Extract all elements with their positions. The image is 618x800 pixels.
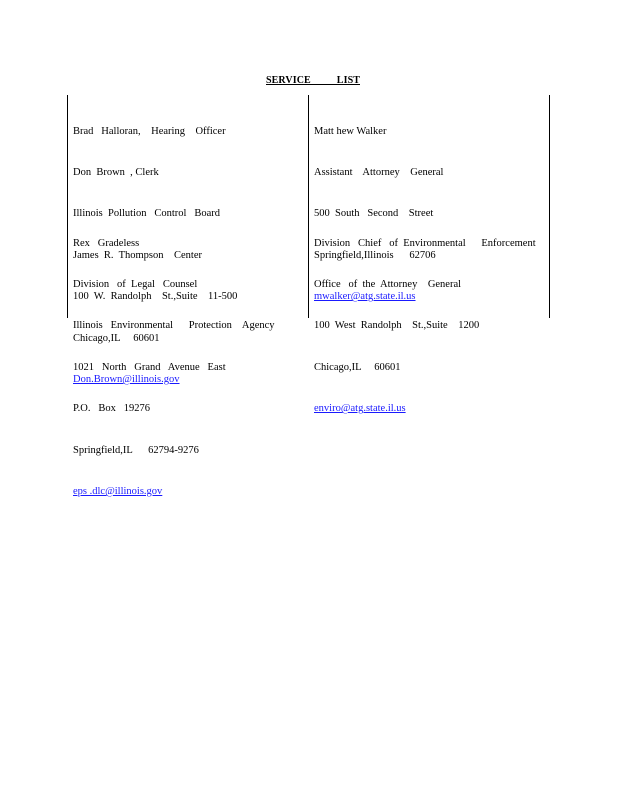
entry-line: Division of Legal Counsel	[73, 278, 198, 290]
service-list-table	[67, 95, 550, 497]
entry-line: Assistant Attorney General	[314, 166, 444, 178]
email-link[interactable]: eps .dlc@illinois.gov	[73, 485, 163, 497]
entry-line: James R. Thompson Center	[73, 249, 203, 261]
entry-line: Chicago,IL 60601	[73, 332, 160, 344]
entry-line: Division Chief of Environmental Enforcement	[314, 237, 536, 249]
service-entry-legal-counsel	[73, 209, 275, 526]
entry-line: 1021 North Grand Avenue East	[73, 361, 226, 373]
entry-line: Matt hew Walker	[314, 125, 387, 137]
page-title: SERVICE LIST	[266, 75, 360, 86]
entry-line: P.O. Box 19276	[73, 403, 151, 415]
entry-line: 500 South Second Street	[314, 208, 434, 220]
table-left-border	[67, 95, 68, 318]
table-middle-border	[308, 95, 309, 318]
service-entry-environmental-enforcement	[314, 209, 536, 444]
entry-line: Springfield,Illinois 62706	[314, 249, 436, 261]
table-right-border	[549, 95, 550, 318]
entry-line: Springfield,IL 62794-9276	[73, 444, 199, 456]
email-link[interactable]: enviro@atg.state.il.us	[314, 403, 406, 415]
entry-line: 100 West Randolph St.,Suite 1200	[314, 320, 480, 332]
entry-line: 100 W. Randolph St.,Suite 11-500	[73, 291, 238, 303]
email-link[interactable]: Don.Brown@illinois.gov	[73, 373, 180, 385]
entry-line: Illinois Environmental Protection Agency	[73, 320, 275, 332]
entry-line: Don Brown , Clerk	[73, 166, 159, 178]
entry-line: Rex Gradeless	[73, 237, 140, 249]
entry-line: Brad Halloran, Hearing Officer	[73, 125, 226, 137]
entry-line: Illinois Pollution Control Board	[73, 208, 221, 220]
email-link[interactable]: mwalker@atg.state.il.us	[314, 291, 416, 303]
entry-line: Office of the Attorney General	[314, 278, 462, 290]
entry-line: Chicago,IL 60601	[314, 361, 401, 373]
